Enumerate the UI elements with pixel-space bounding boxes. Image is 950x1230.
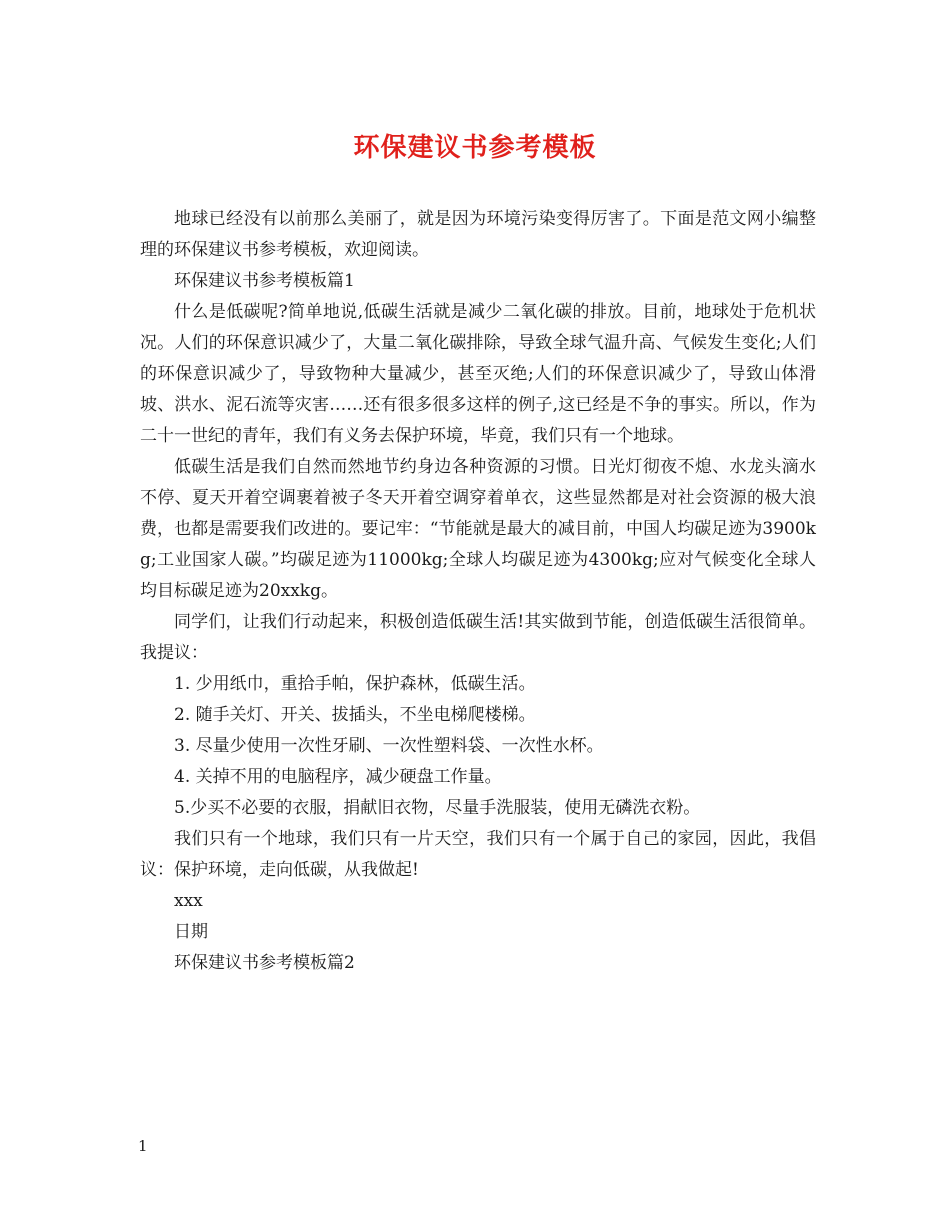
signature: xxx [174,891,203,911]
page-number: 1 [138,1137,148,1155]
body-paragraph-proposal: 同学们，让我们行动起来，积极创造低碳生活!其实做到节能，创造低碳生活很简单。我提议： [140,612,816,663]
proposal-item-3: 3. 尽量少使用一次性牙刷、一次性塑料袋、一次性水杯。 [174,736,604,756]
document-title: 环保建议书参考模板 [353,133,597,163]
body-paragraph-low-carbon: 什么是低碳呢?简单地说,低碳生活就是减少二氧化碳的排放。目前，地球处于危机状况。人们的环保意识减少了，大量二氧化碳排除，导致全球气温升高、气候发生变化;人们的环保意识减少了，导致物种大量减少，甚至灭绝;人们的环保意识减少了，导致山体滑坡、洪水、泥石流等灾害……还有很多很多这样的例子,这已经是不争的事实。所以，作为二十一世纪的青年，我们有义务去保护环境，毕竟，我们只有一个地球。 [140,302,816,446]
proposal-item-1: 1. 少用纸巾，重拾手帕，保护森林，低碳生活。 [174,674,536,694]
proposal-item-5: 5.少买不必要的衣服，捐献旧衣物，尽量手洗服装，使用无磷洗衣粉。 [174,798,701,818]
body-paragraph-habits: 低碳生活是我们自然而然地节约身边各种资源的习惯。日光灯彻夜不熄、水龙头滴水不停、夏天开着空调裹着被子冬天开着空调穿着单衣，这些显然都是对社会资源的极大浪费，也都是需要我们改进的。要记牢：“节能就是最大的减目前，中国人均碳足迹为3900kg;工业国家人碳。”均碳足迹为11000kg;全球人均碳足迹为4300kg;应对气候变化全球人均目标碳足迹为20xxkg。 [140,457,816,601]
section-heading-1: 环保建议书参考模板篇1 [174,271,355,291]
document-body [140,204,816,979]
intro-paragraph: 地球已经没有以前那么美丽了，就是因为环境污染变得厉害了。下面是范文网小编整理的环保建议书参考模板，欢迎阅读。 [140,209,816,260]
proposal-item-2: 2. 随手关灯、开关、拔插头，不坐电梯爬楼梯。 [174,705,536,725]
proposal-item-4: 4. 关掉不用的电脑程序，减少硬盘工作量。 [174,767,502,787]
date-line: 日期 [174,922,208,942]
section-heading-2: 环保建议书参考模板篇2 [174,953,355,973]
closing-paragraph: 我们只有一个地球，我们只有一片天空，我们只有一个属于自己的家园，因此，我倡议：保护环境，走向低碳，从我做起! [140,829,816,880]
